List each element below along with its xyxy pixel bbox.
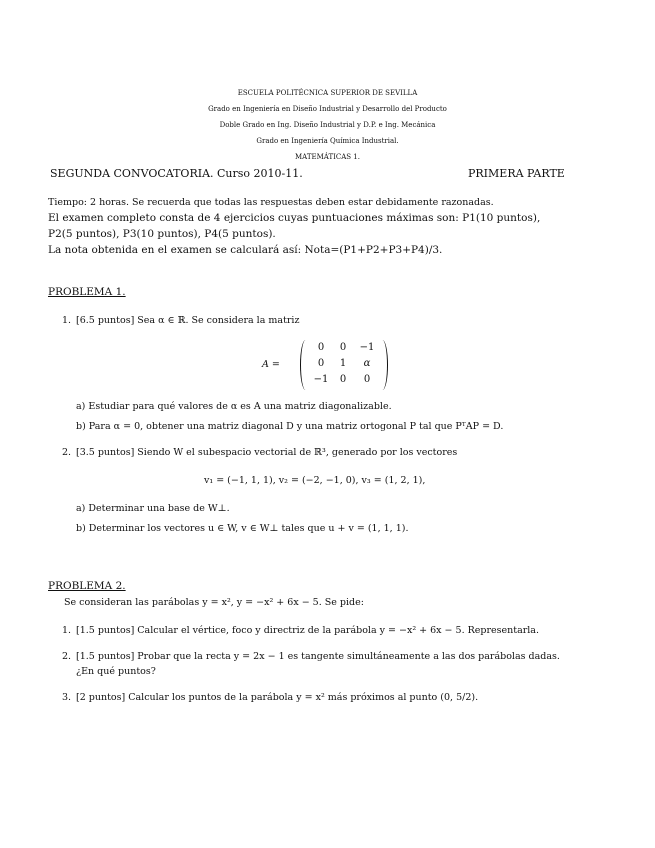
- problem-2-title: PROBLEMA 2.: [48, 580, 126, 592]
- matrix-cell: 1: [339, 358, 347, 369]
- p1-q1-part-b: b) Para α = 0, obtener una matriz diagonal D y una matriz ortogonal P tal que PᵀAP = D.: [76, 421, 504, 432]
- vectors-line: v₁ = (−1, 1, 1), v₂ = (−2, −1, 0), v₃ = (1, 2, 1),: [204, 475, 426, 486]
- instructions-line-1: Tiempo: 2 horas. Se recuerda que todas las respuestas deben estar debidamente razonadas.: [48, 197, 494, 208]
- school-name: ESCUELA POLITÉCNICA SUPERIOR DE SEVILLA: [237, 89, 418, 97]
- right-paren: [377, 340, 388, 390]
- p1-q2-part-a: a) Determinar una base de W⊥.: [76, 503, 230, 514]
- instructions-line-4: La nota obtenida en el examen se calculará así: Nota=(P1+P2+P3+P4)/3.: [48, 244, 443, 256]
- instructions-line-2: El examen completo consta de 4 ejercicios cuyas puntuaciones máximas son: P1(10 puntos),: [48, 212, 541, 224]
- p1-q1-part-a: a) Estudiar para qué valores de α es A una matriz diagonalizable.: [76, 401, 392, 412]
- p2-q3-number: 3.: [62, 692, 72, 703]
- p2-q1-text: [1.5 puntos] Calcular el vértice, foco y directriz de la parábola y = −x² + 6x − 5. Representarla.: [76, 625, 539, 636]
- p1-q2-part-b: b) Determinar los vectores u ∈ W, v ∈ W⊥ tales que u + v = (1, 1, 1).: [76, 523, 409, 534]
- matrix-A: [276, 340, 388, 390]
- p1-q2-text: [3.5 puntos] Siendo W el subespacio vectorial de ℝ³, generado por los vectores: [76, 447, 458, 458]
- matrix-label: A =: [262, 359, 280, 370]
- matrix-cell: 0: [317, 358, 325, 369]
- matrix-cell: 0: [317, 342, 325, 353]
- convocatoria: SEGUNDA CONVOCATORIA. Curso 2010-11.: [50, 167, 303, 180]
- p1-q1-text: [6.5 puntos] Sea α ∈ ℝ. Se considera la matriz: [76, 315, 300, 326]
- exam-part: PRIMERA PARTE: [468, 167, 565, 180]
- degree-line-1: Grado en Ingeniería en Diseño Industrial y Desarrollo del Producto: [208, 105, 447, 113]
- matrix-cell: 0: [339, 374, 347, 385]
- degree-line-3: Grado en Ingeniería Química Industrial.: [256, 137, 399, 145]
- matrix-cell: α: [363, 358, 371, 369]
- p1-q1-number: 1.: [62, 315, 72, 326]
- matrix-cell: −1: [313, 374, 329, 385]
- p2-q1-number: 1.: [62, 625, 72, 636]
- subject-title: MATEMÁTICAS 1.: [294, 153, 360, 161]
- p2-q2-text-cont: ¿En qué puntos?: [76, 666, 156, 677]
- p2-intro: Se consideran las parábolas y = x², y = −x² + 6x − 5. Se pide:: [64, 597, 364, 608]
- matrix-cell: −1: [359, 342, 375, 353]
- p2-q2-text: [1.5 puntos] Probar que la recta y = 2x − 1 es tangente simultáneamente a las dos parábolas dadas.: [76, 651, 560, 662]
- p2-q2-number: 2.: [62, 651, 72, 662]
- instructions-line-3: P2(5 puntos), P3(10 puntos), P4(5 puntos).: [48, 228, 276, 240]
- p1-q2-number: 2.: [62, 447, 72, 458]
- matrix-cell: 0: [363, 374, 371, 385]
- problem-1-title: PROBLEMA 1.: [48, 286, 126, 298]
- matrix-cell: 0: [339, 342, 347, 353]
- p2-q3-text: [2 puntos] Calcular los puntos de la parábola y = x² más próximos al punto (0, 5/2).: [76, 692, 479, 703]
- degree-line-2: Doble Grado en Ing. Diseño Industrial y D.P. e Ing. Mecánica: [219, 121, 436, 129]
